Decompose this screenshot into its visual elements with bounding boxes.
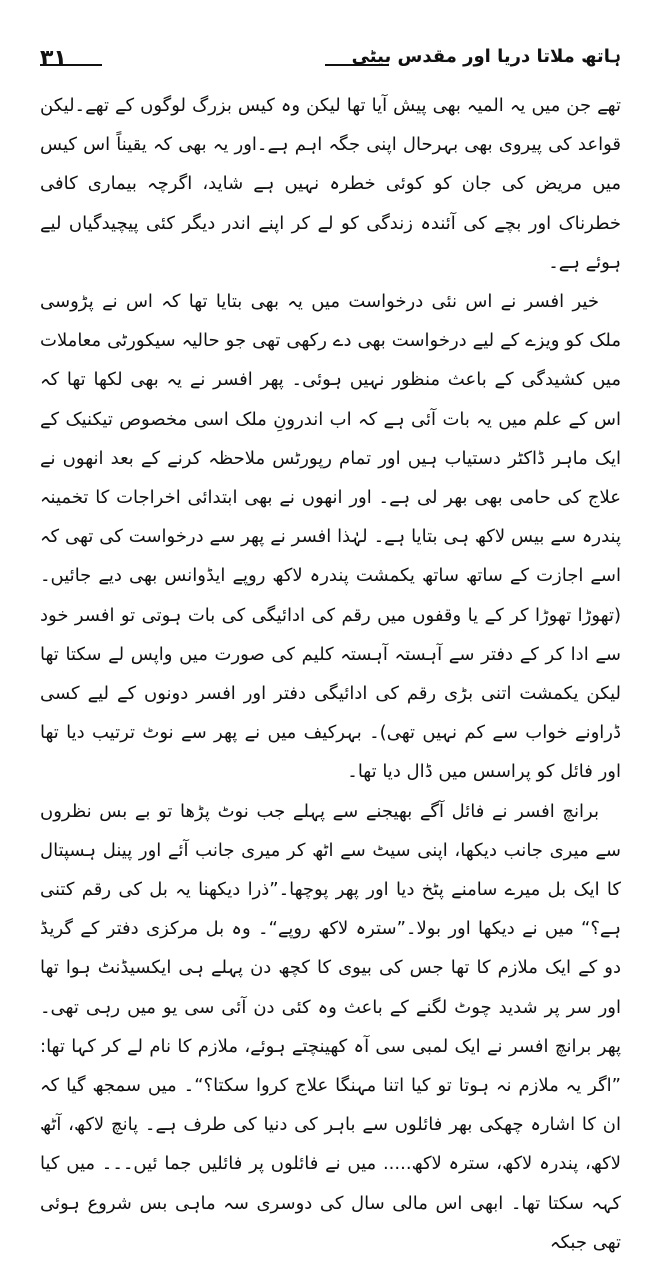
page-number: ۳۱ — [40, 46, 67, 71]
paragraph-1: تھے جن میں یہ المیہ بھی پیش آیا تھا لیکن وہ کیس بزرگ لوگوں کے تھے۔لیکن قواعد کی پیروی بھی بہرحال اپنی جگہ اہم ہے۔اور یہ بھی کہ یقیناً اس کیس میں مریض کی جان کو کوئی خطرہ نہیں ہے شاید، اگرچہ بیماری کافی خطرناک اور بچے کی آئندہ زندگی کو لے کر اپنے اندر دیگر کئی پیچیدگیاں لیے ہوئے ہے۔ — [40, 95, 621, 273]
paragraph-2: خیر افسر نے اس نئی درخواست میں یہ بھی بتایا تھا کہ اس نے پڑوسی ملک کو ویزے کے لیے درخواست بھی دے رکھی تھی جو حالیہ سیکورٹی معاملات میں کشیدگی کے باعث منظور نہیں ہوئی۔ پھر افسر نے یہ بھی لکھا تھا کہ اس کے علم میں یہ بات آئی ہے کہ اب اندرونِ ملک اسی مخصوص تیکنیک کے ایک ماہر ڈاکٹر دستیاب ہیں اور تمام رپورٹس ملاحظہ کرنے کے بعد انھوں نے علاج کی حامی بھی بھر لی ہے۔ اور انھوں نے بھی ابتدائی اخراجات کا تخمینہ پندرہ سے بیس لاکھ ہی بتایا ہے۔ لہٰذا افسر نے پھر سے درخواست کی تھی کہ اسے اجازت کے ساتھ ساتھ یکمشت پندرہ لاکھ روپے ایڈوانس بھی دیے جائیں۔ (تھوڑا تھوڑا کر کے یا وقفوں میں رقم کی ادائیگی کی بات ہوتی تو افسر خود سے ادا کر کے دفتر سے آہستہ آہستہ کلیم کی صورت میں واپس لے سکتا تھا لیکن یکمشت اتنی بڑی رقم کی ادائیگی دفتر اور افسر دونوں کے لیے کسی ڈراونے خواب سے کم نہیں تھی)۔ بہرکیف میں نے پھر سے نوٹ ترتیب دیا تھا اور فائل کو پراسس میں ڈال دیا تھا۔ — [40, 291, 621, 783]
running-title: ہاتھ ملاتا دریا اور مقدس بیٹی — [351, 46, 621, 67]
running-header — [40, 40, 621, 80]
paragraph-3: برانچ افسر نے فائل آگے بھیجنے سے پہلے جب نوٹ پڑھا تو بے بس نظروں سے میری جانب دیکھا، اپنی سیٹ سے اٹھ کر میری جانب آئے اور پینل ہسپتال کا ایک بل میرے سامنے پٹخ دیا اور پھر پوچھا۔”ذرا دیکھنا یہ بل کی رقم کتنی ہے؟“ میں نے دیکھا اور بولا۔”سترہ لاکھ روپے“۔ وہ بل مرکزی دفتر کے گریڈ دو کے ایک ملازم کا تھا جس کی بیوی کا کچھ دن پہلے ہی ایکسیڈنٹ ہوا تھا اور سر پر شدید چوٹ لگنے کے باعث وہ کئی دن آئی سی یو میں رہی تھی۔ پھر برانچ افسر نے ایک لمبی سی آہ کھینچتے ہوئے، ملازم کا نام لے کر کہا تھا: ”اگر یہ ملازم نہ ہوتا تو کیا اتنا مہنگا علاج کروا سکتا؟“۔ میں سمجھ گیا کہ ان کا اشارہ چھکی بھر فائلوں سے باہر کی دنیا کی طرف ہے۔ پانچ لاکھ، آٹھ لاکھ، پندرہ لاکھ، سترہ لاکھ..... میں نے فائلوں پر فائلیں جما ئیں۔۔۔ میں کیا کہہ سکتا تھا۔ ابھی اس مالی سال کی دوسری سہ ماہی بس شروع ہوئی تھی جبکہ — [40, 800, 621, 1253]
header-rule-left — [40, 64, 102, 66]
body-text — [40, 86, 621, 1253]
